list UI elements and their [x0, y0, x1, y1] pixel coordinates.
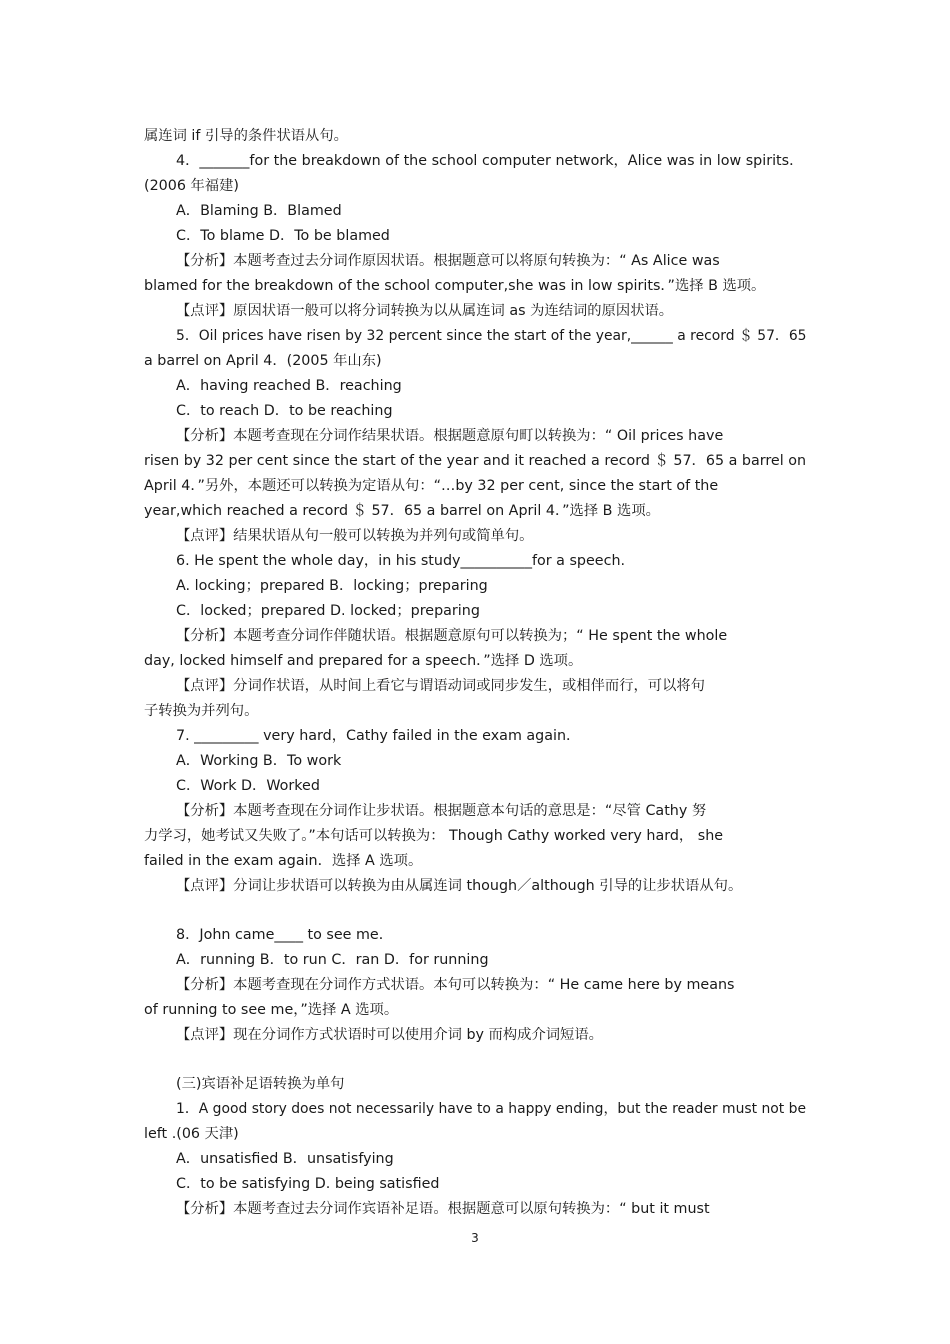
- analysis-line: 【分析】本题考查现在分词作让步状语。根据题意本句话的意思是：“尽管 Cathy 努: [176, 803, 707, 819]
- question-4-line: 4．_______for the breakdown of the school computer network，Alice was in low spirits．: [176, 153, 804, 169]
- text-line: April 4．”另外，本题还可以转换为定语从句：“…by 32 per cent, since the start of the: [144, 478, 719, 494]
- option-line: A．Working B．To work: [176, 753, 342, 769]
- question-7-line: 7. _________ very hard，Cathy failed in the exam again．: [176, 728, 581, 744]
- text-line: blamed for the breakdown of the school computer,she was in low spirits．”选择 B 选项。: [144, 278, 766, 294]
- option-line: C．To blame D．To be blamed: [176, 228, 390, 244]
- section-heading: (三)宾语补足语转换为单句: [176, 1076, 345, 1092]
- comment-line: 【点评】分词作状语，从时间上看它与谓语动词或同步发生，或相伴而行，可以将句: [176, 678, 705, 694]
- comment-line: 【点评】分词让步状语可以转换为由从属连词 though／although 引导的让步状语从句。: [176, 878, 743, 894]
- comment-line: 【点评】现在分词作方式状语时可以使用介词 by 而构成介词短语。: [176, 1027, 603, 1043]
- text-line: 力学习，她考试又失败了。”本句话可以转换为： Though Cathy worked very hard， she: [144, 828, 724, 844]
- text-line: a barrel on April 4．(2005 年山东): [144, 353, 382, 369]
- option-line: A．having reached B．reaching: [176, 378, 402, 394]
- analysis-line: 【分析】本题考查现在分词作结果状语。根据题意原句町以转换为：“ Oil prices have: [176, 428, 724, 444]
- text-line: day, locked himself and prepared for a speech．”选择 D 选项。: [144, 653, 583, 669]
- option-line: C．Work D．Worked: [176, 778, 320, 794]
- analysis-line: 【分析】本题考查分词作伴随状语。根据题意原句可以转换为；“ He spent the whole: [176, 628, 728, 644]
- text-line: 属连词 if 引导的条件状语从句。: [144, 128, 348, 144]
- text-line: failed in the exam again．选择 A 选项。: [144, 853, 423, 869]
- option-line: A. locking；prepared B．locking；preparing: [176, 578, 488, 594]
- text-line: (2006 年福建): [144, 178, 239, 194]
- question-1-line: 1．A good story does not necessarily have to a happy ending，but the reader must not be: [176, 1101, 807, 1117]
- option-line: A．Blaming B．Blamed: [176, 203, 342, 219]
- page-number: 3: [471, 1231, 479, 1245]
- question-6-line: 6. He spent the whole day，in his study__________for a speech.: [176, 553, 626, 569]
- question-8-line: 8．John came____ to see me．: [176, 927, 394, 943]
- text-line: risen by 32 per cent since the start of the year and it reached a record ＄ 57．65 a barrel on: [144, 453, 807, 469]
- comment-line: 【点评】结果状语从句一般可以转换为并列句或简单句。: [176, 528, 534, 544]
- text-line: of running to see me，”选择 A 选项。: [144, 1002, 399, 1018]
- option-line: C．to be satisfying D. being satisfied: [176, 1176, 440, 1192]
- option-line: C．to reach D．to be reaching: [176, 403, 393, 419]
- analysis-line: 【分析】本题考查过去分词作宾语补足语。根据题意可以原句转换为：“ but it must: [176, 1201, 710, 1217]
- text-line: 子转换为并列句。: [144, 703, 259, 719]
- question-5-line: 5．Oil prices have risen by 32 percent since the start of the year,______ a record ＄ 57．65: [176, 328, 807, 344]
- text-line: year,which reached a record ＄ 57．65 a barrel on April 4．”选择 B 选项。: [144, 503, 660, 519]
- text-line: left .(06 天津): [144, 1126, 239, 1142]
- option-line: A．unsatisfied B．unsatisfying: [176, 1151, 394, 1167]
- comment-line: 【点评】原因状语一般可以将分词转换为以从属连词 as 为连结词的原因状语。: [176, 303, 674, 319]
- analysis-line: 【分析】本题考查现在分词作方式状语。本句可以转换为：“ He came here by means: [176, 977, 735, 993]
- option-line: C．locked；prepared D. locked；preparing: [176, 603, 480, 619]
- option-line: A．running B．to run C．ran D．for running: [176, 952, 489, 968]
- analysis-line: 【分析】本题考查过去分词作原因状语。根据题意可以将原句转换为：“ As Alice was: [176, 253, 720, 269]
